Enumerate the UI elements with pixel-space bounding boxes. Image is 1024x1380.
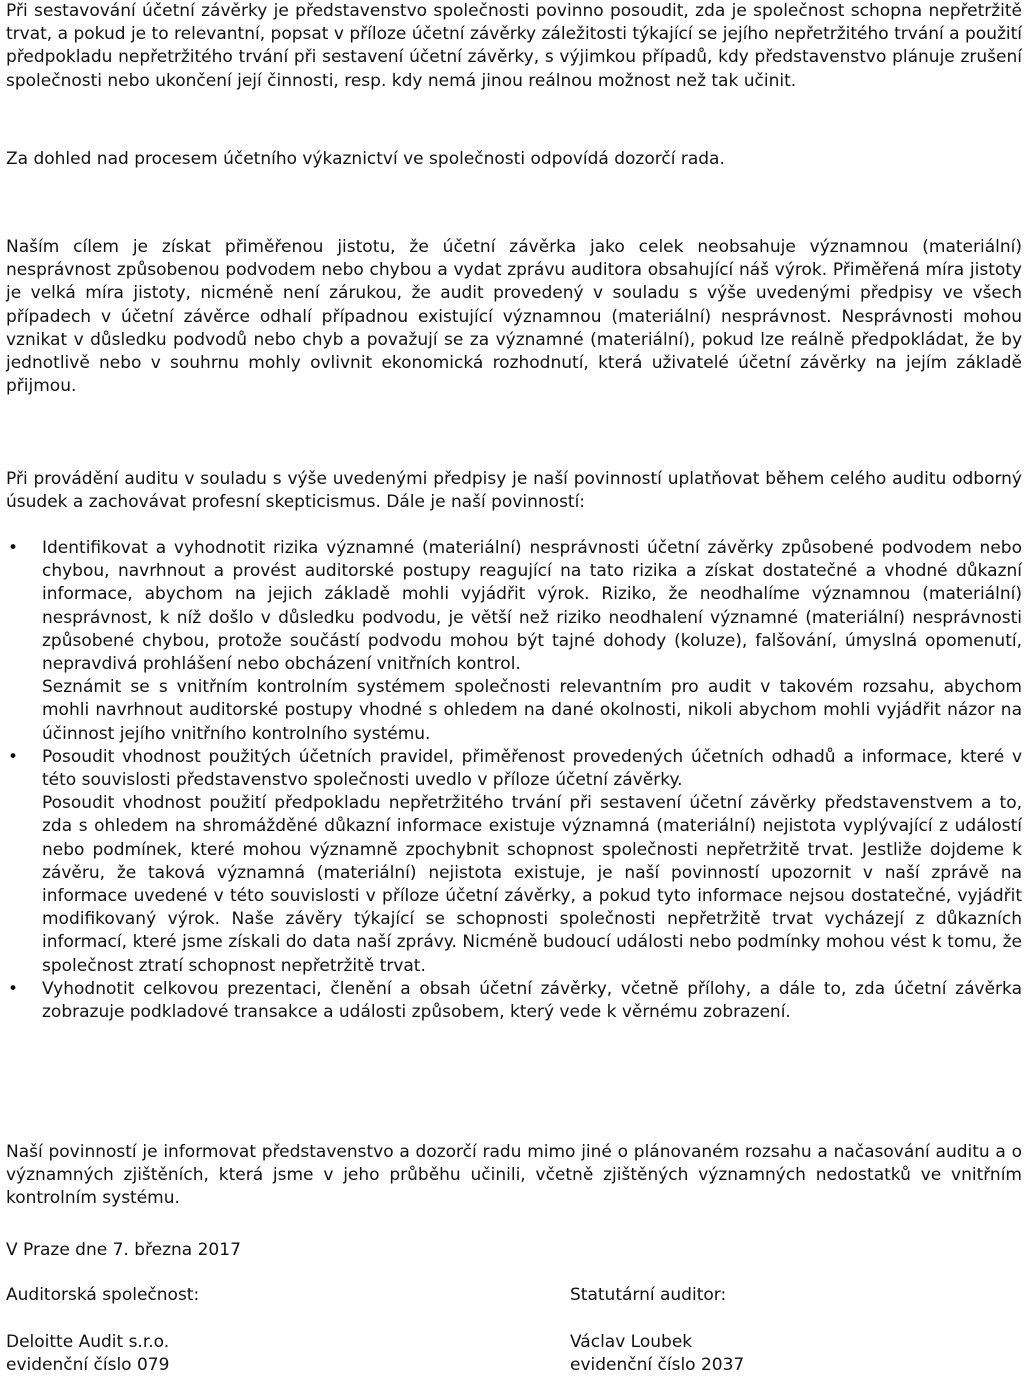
list-item [6, 978, 1022, 1024]
auditor-duty-paragraph: Při provádění auditu v souladu s výše uvedenými předpisy je naší povinností uplatňovat během celého auditu odborný úsudek a zachovávat profesní skepticismus. Dále je naší povinností: [6, 469, 1022, 513]
audit-firm-name: Deloitte Audit s.r.o. [6, 1332, 170, 1352]
audit-firm-label: Auditorská společnost: [6, 1285, 200, 1305]
list-item-text: Posoudit vhodnost použitých účetních pravidel, přiměřenost provedených účetních odhadů a informace, které v této souvislosti představenstvo společnosti uvedlo v příloze účetní závěrky. [42, 746, 1022, 791]
bullet-marker: • [8, 978, 19, 999]
audit-goal-paragraph: Naším cílem je získat přiměřenou jistotu, že účetní závěrka jako celek neobsahuje významnou (materiální) nesprávnost způsobenou podvodem nebo chybou a vydat zprávu auditora obsahující náš výrok. Přiměřená míra jistoty je velká míra jistoty, nicméně není zárukou, že audit provedený v souladu s výše uvedenými předpisy ve všech případech v účetní závěrce odhalí případnou existující významnou (materiální) nesprávnost. Nesprávnosti mohou vznikat v důsledku podvodů nebo chyb a považují se za významné (materiální), pokud lze reálně předpokládat, že by jednotlivě nebo v souhrnu mohly ovlivnit ekonomická rozhodnutí, která uživatelé účetní závěrky na jejím základě přijmou. [6, 237, 1022, 397]
list-item [6, 792, 1022, 978]
list-item-text: Posoudit vhodnost použití předpokladu nepřetržitého trvání při sestavení účetní závěrky představenstvem a to, zda s ohledem na shromážděné důkazní informace existuje významná (materiální) nejistota vyplývající z událostí nebo podmínek, které mohou významně zpochybnit schopnost společnosti nepřetržitě trvat. Jestliže dojdeme k závěru, že taková významná (materiální) nejistota existuje, je naší povinností upozornit v naší zprávě na informace uvedené v této souvislosti v příloze účetní závěrky, a pokud tyto informace nejsou dostatečné, vyjádřit modifikovaný výrok. Naše závěry týkající se schopnosti společnosti nepřetržitě trvat vycházejí z důkazních informací, které jsme získali do data naší zprávy. Nicméně budoucí události nebo podmínky mohou vést k tomu, že společnost ztratí schopnost nepřetržitě trvat. [42, 793, 1022, 976]
audit-firm-registration: evidenční číslo 079 [6, 1355, 170, 1375]
duties-list [6, 537, 1022, 1024]
list-item [6, 676, 1022, 746]
inform-paragraph: Naší povinností je informovat představenstvo a dozorčí radu mimo jiné o plánovaném rozsahu a načasování auditu a o významných zjištěních, která jsme v jeho průběhu učinili, včetně zjištěných významných nedostatků ve vnitřním kontrolním systému. [6, 1142, 1022, 1209]
list-item-text: Identifikovat a vyhodnotit rizika významné (materiální) nesprávnosti účetní závěrky způsobené podvodem nebo chybou, navrhnout a provést auditorské postupy reagující na tato rizika a získat dostatečné a vhodné důkazní informace, abychom na jejich základě mohli vyjádřit výrok. Riziko, že neodhalíme významnou (materiální) nesprávnost, k níž došlo v důsledku podvodu, je větší než riziko neodhalení významné (materiální) nesprávnosti způsobené chybou, protože součástí podvodu mohou být tajné dohody (koluze), falšování, úmyslná opomenutí, nepravdivá prohlášení nebo obcházení vnitřních kontrol. [42, 538, 1022, 675]
auditor-registration: evidenční číslo 2037 [570, 1355, 745, 1375]
bullet-marker: • [8, 746, 19, 767]
statutory-auditor-label: Statutární auditor: [570, 1285, 727, 1305]
list-item [6, 746, 1022, 792]
going-concern-paragraph: Při sestavování účetní závěrky je představenstvo společnosti povinno posoudit, zda je společnost schopna nepřetržitě trvat, a pokud je to relevantní, popsat v příloze účetní závěrky záležitosti týkající se jejího nepřetržitého trvání a použití předpokladu nepřetržitého trvání při sestavení účetní závěrky, s výjimkou případů, kdy představenstvo plánuje zrušení společnosti nebo ukončení její činnosti, resp. kdy nemá jinou reálnou možnost než tak učinit. [6, 1, 1022, 91]
list-item-text: Vyhodnotit celkovou prezentaci, členění a obsah účetní závěrky, včetně přílohy, a dále to, zda účetní závěrka zobrazuje podkladové transakce a události způsobem, který vede k věrnému zobrazení. [42, 978, 1022, 1023]
list-item [6, 537, 1022, 676]
supervision-paragraph: Za dohled nad procesem účetního výkaznictví ve společnosti odpovídá dozorčí rada. [6, 149, 725, 169]
list-item-text: Seznámit se s vnitřním kontrolním systémem společnosti relevantním pro audit v takovém rozsahu, abychom mohli navrhnout auditorské postupy vhodné s ohledem na dané okolnosti, nikoli abychom mohli vyjádřit názor na účinnost jejího vnitřního kontrolního systému. [42, 677, 1022, 744]
auditor-name: Václav Loubek [570, 1332, 693, 1352]
place-and-date: V Praze dne 7. března 2017 [6, 1240, 241, 1260]
bullet-marker: • [8, 538, 19, 558]
